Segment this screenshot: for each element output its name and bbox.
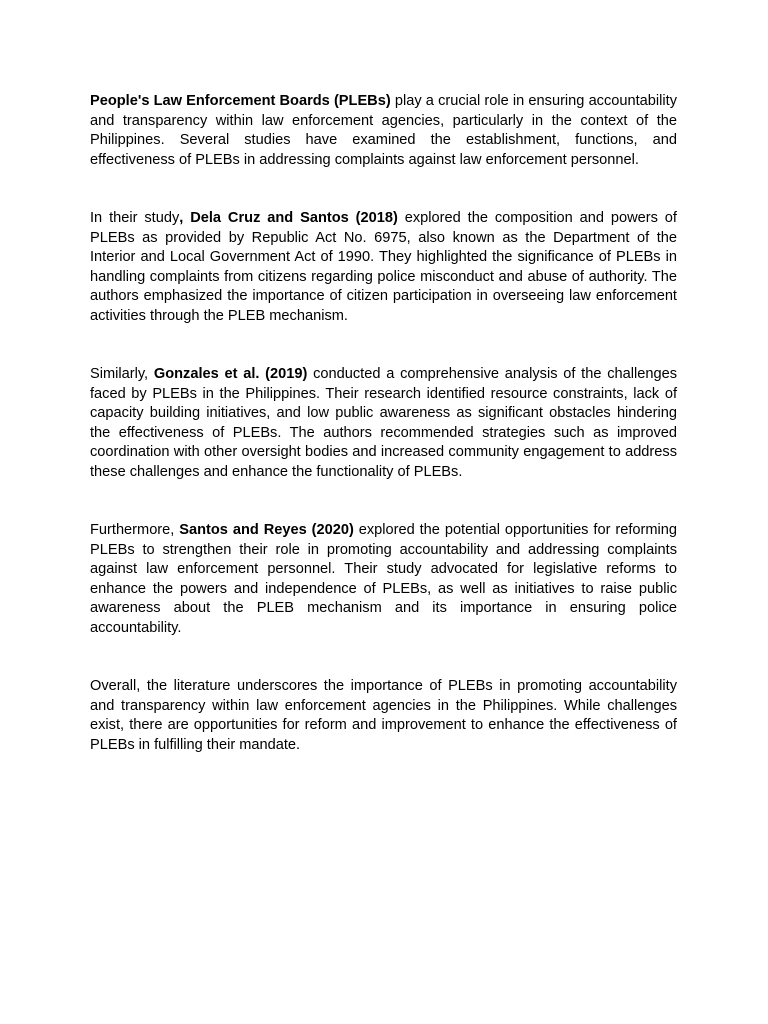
- citation-bold: People's Law Enforcement Boards (PLEBs): [90, 93, 391, 109]
- paragraph-text: conducted a comprehensive analysis of the challenges faced by PLEBs in the Philippines. Their research identified resource constraints, lack of capacity building initiatives, and low public awareness as significant obstacles hindering the effectiveness of PLEBs. The authors recommended strategies such as improved coordination with other oversight bodies and increased community engagement to address these challenges and enhance the functionality of PLEBs.: [90, 366, 677, 480]
- paragraph-text: Overall, the literature underscores the importance of PLEBs in promoting accountability and transparency within law enforcement agencies in the Philippines. While challenges exist, there are opportunities for reform and improvement to enhance the effectiveness of PLEBs in fulfilling their mandate.: [90, 678, 677, 753]
- paragraph-text: explored the potential opportunities for reforming PLEBs to strengthen their role in promoting accountability and addressing complaints against law enforcement personnel. Their study advocated for legislative reforms to enhance the powers and independence of PLEBs, as well as initiatives to raise public awareness about the PLEB mechanism and its importance in ensuring police accountability.: [90, 522, 677, 636]
- paragraph-2: [90, 209, 677, 326]
- paragraph-3: [90, 365, 677, 482]
- citation-bold: , Dela Cruz and Santos (2018): [179, 210, 398, 226]
- paragraph-text: play a crucial role in ensuring accountability and transparency within law enforcement agencies, particularly in the context of the Philippines. Several studies have examined the establishment, functions, and effectiveness of PLEBs in addressing complaints against law enforcement personnel.: [90, 93, 677, 168]
- paragraph-1: [90, 92, 677, 170]
- paragraph-text: Furthermore,: [90, 522, 180, 538]
- paragraph-4: [90, 521, 677, 638]
- paragraph-text: explored the composition and powers of PLEBs as provided by Republic Act No. 6975, also known as the Department of the Interior and Local Government Act of 1990. They highlighted the significance of PLEBs in handling complaints from citizens regarding police misconduct and abuse of authority. The authors emphasized the importance of citizen participation in overseeing law enforcement activities through the PLEB mechanism.: [90, 210, 677, 324]
- paragraph-5: [90, 677, 677, 755]
- citation-bold: Gonzales et al. (2019): [153, 366, 308, 382]
- paragraph-text: In their study: [90, 210, 180, 226]
- citation-bold: Santos and Reyes (2020): [179, 522, 354, 538]
- document-body: [90, 92, 677, 755]
- paragraph-text: Similarly,: [90, 366, 154, 382]
